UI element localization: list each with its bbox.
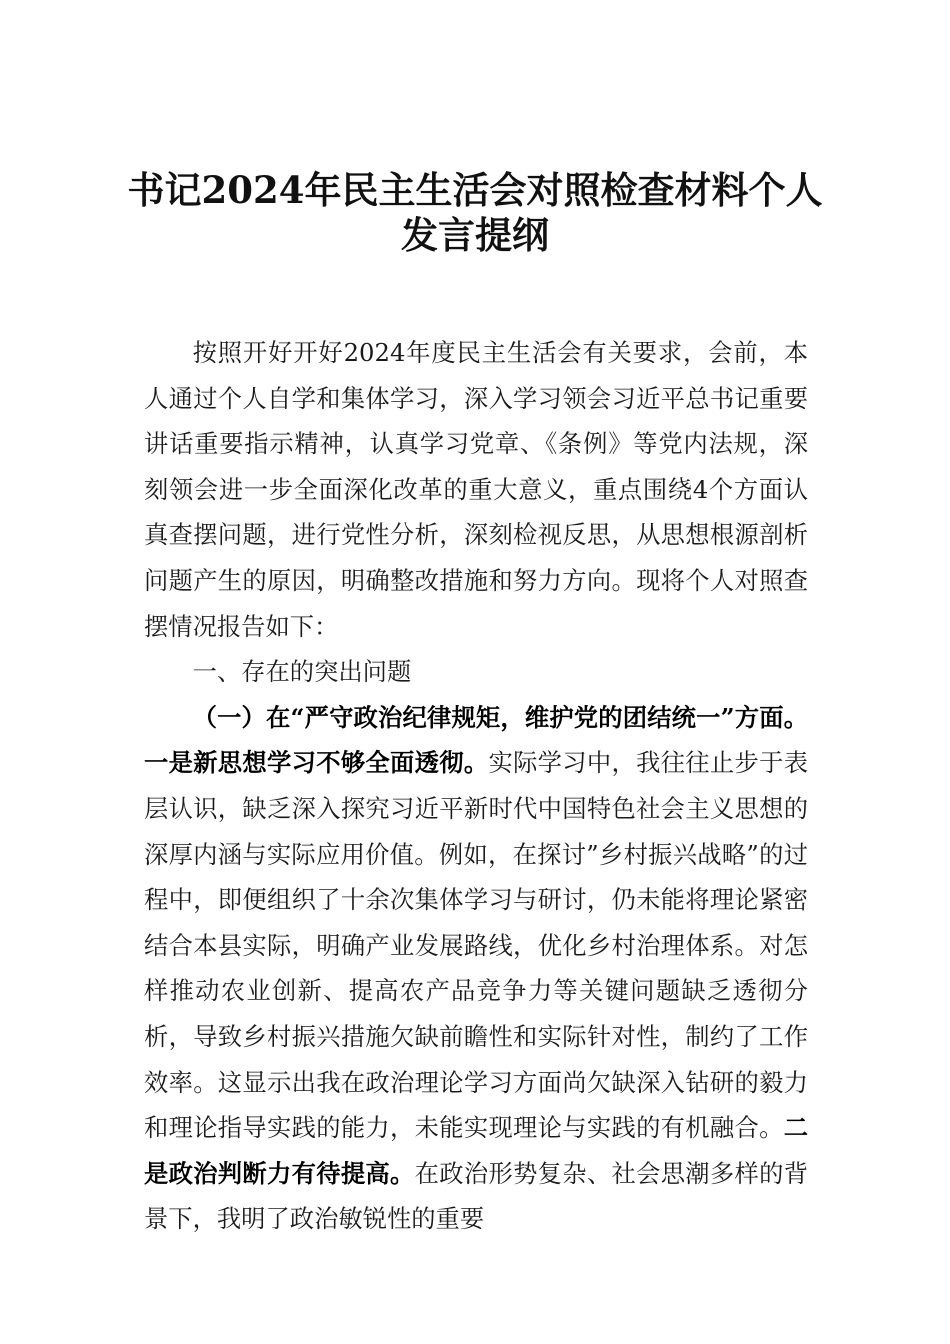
- document-title-line-1: 书记2024年民主生活会对照检查材料个人: [127, 168, 823, 212]
- intro-paragraph: 按照开好开好2024年度民主生活会有关要求，会前，本人通过个人自学和集体学习，深入学习领会习近平总书记重要讲话重要指示精神，认真学习党章、《条例》等党内法规，深刻领会进一步全面深化改革的重大意义，重点围绕4个方面认真查摆问题，进行党性分析，深刻检视反思，从思想根源剖析问题产生的原因，明确整改措施和努力方向。现将个人对照查摆情况报告如下：: [144, 338, 808, 641]
- point-1-text: 实际学习中，我往往止步于表层认识，缺乏深入探究习近平新时代中国特色社会主义思想的深厚内涵与实际应用价值。例如，在探讨”乡村振兴战略”的过程中，即便组织了十余次集体学习与研讨，仍未能将理论紧密结合本县实际，明确产业发展路线，优化乡村治理体系。对怎样推动农业创新、提高农产品竞争力等关键问题缺乏透彻分析，导致乡村振兴措施欠缺前瞻性和实际针对性，制约了工作效率。这显示出我在政治理论学习方面尚欠缺深入钻研的毅力和理论指导实践的能力，未能实现理论与实践的有机融合。: [144, 748, 809, 1143]
- point-2-title: 二是政治判断力有待提高。: [144, 1113, 808, 1188]
- subsection-heading: （一）在“严守政治纪律规矩，维护党的团结统一”方面。: [192, 702, 808, 732]
- section-heading: 一、存在的突出问题: [192, 657, 412, 687]
- subsection-paragraph: [144, 695, 808, 1242]
- document-body: [144, 330, 808, 1242]
- point-2-text: 在政治形势复杂、社会思潮多样的背景下，我明了政治敏锐性的重要: [144, 1158, 809, 1234]
- document-title-line-2: 发言提纲: [401, 213, 549, 257]
- point-1-title: 一是新思想学习不够全面透彻。: [144, 748, 489, 778]
